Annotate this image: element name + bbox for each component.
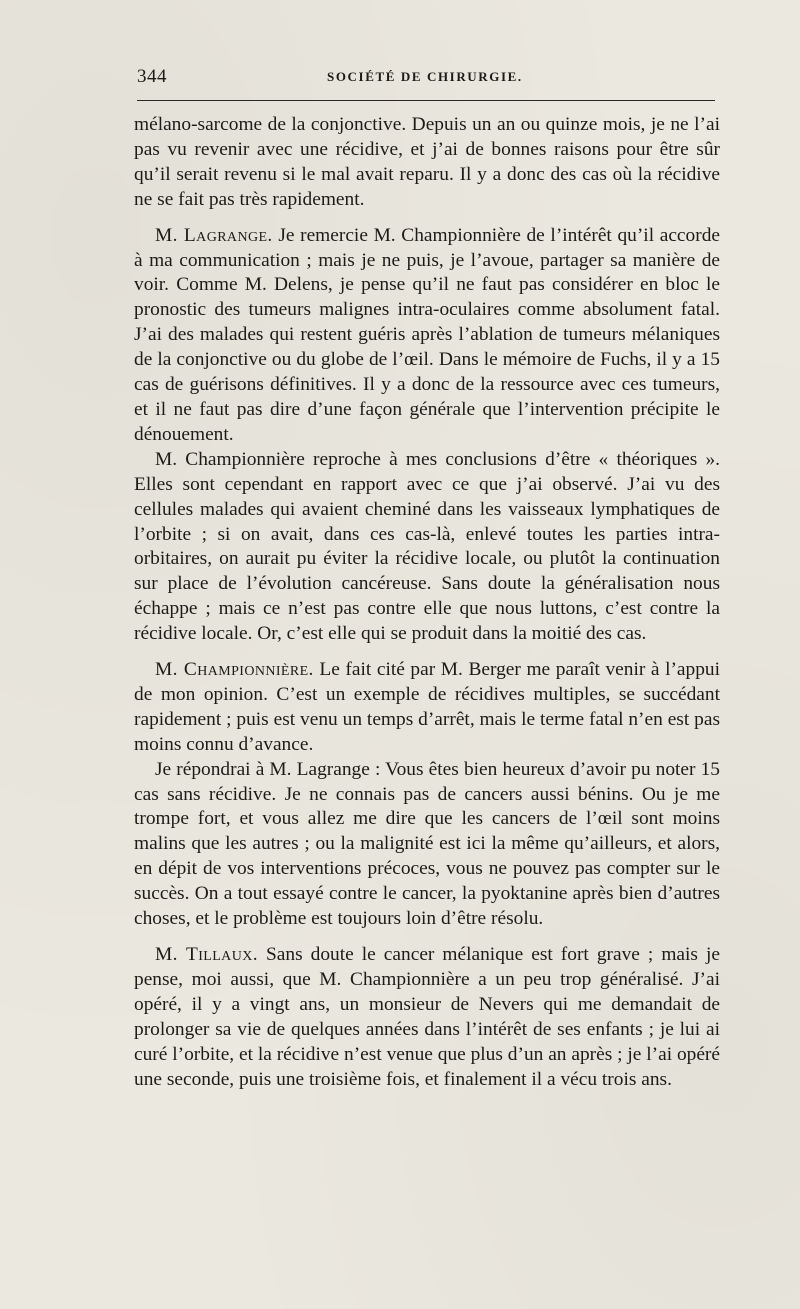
- paragraph-lagrange-reply: [134, 448, 720, 647]
- paragraph-lagrange: [134, 224, 720, 448]
- speaker-name: M. Tillaux.: [155, 944, 258, 965]
- paragraph-text: M. Championnière reproche à mes conclusions d’être « théoriques ». Elles sont cependant en rapport avec ce que j’ai observé. J’ai vu des cellules malades qui avaient cheminé dans les vaisseaux lymphatiques de l’orbite ; si on avait, dans ces cas-là, enlevé toutes les parties intra-orbitaires, on aurait pu éviter la récidive locale, ou plutôt la continuation sur place de l’évolution cancéreuse. Sans doute la généralisation nous échappe ; mais ce n’est pas contre elle que nous luttons, c’est contre la récidive locale. Or, c’est elle qui se produit dans la moitié des cas.: [134, 448, 720, 645]
- speaker-name: M. Championnière.: [155, 659, 314, 681]
- paragraph-text: Je répondrai à M. Lagrange : Vous êtes bien heureux d’avoir pu noter 15 cas sans récidive. Je ne connais pas de cancers aussi bénins. Ou je me trompe fort, et vous allez me dire que les cancers de l’œil sont moins malins que les autres ; ou la malignité est ici la même qu’ailleurs, et alors, en dépit de vos interventions précoces, vous ne pouvez pas compter sur le succès. On a tout essayé contre le cancer, la pyoktanine après bien d’autres choses, et le problème est toujours loin d’être résolu.: [134, 758, 720, 930]
- page-number: 344: [137, 66, 167, 87]
- paragraph-tillaux: [134, 943, 720, 1092]
- paragraph-text: Sans doute le cancer mélanique est fort grave ; mais je pense, moi aussi, que M. Championnière a un peu trop généralisé. J’ai opéré, il y a vingt ans, un monsieur de Nevers qui me demandait de prolonger sa vie de quelques années dans l’intérêt de ses enfants ; je lui ai curé l’orbite, et la récidive n’est venue que plus d’un an après ; je l’ai opéré une seconde, puis une troisième fois, et finalement il a vécu trois ans.: [134, 944, 720, 1090]
- body-text: [134, 113, 720, 1092]
- header-rule: [137, 100, 715, 101]
- running-title: SOCIÉTÉ DE CHIRURGIE.: [327, 69, 523, 84]
- paragraph-text: mélano-sarcome de la conjonctive. Depuis un an ou quinze mois, je ne l’ai pas vu revenir avec une récidive, et j’ai de bonnes raisons pour être sûr qu’il serait revenu si le mal avait reparu. Il y a donc des cas où la récidive ne se fait pas très rapidement.: [134, 114, 720, 210]
- paragraph-championniere: [134, 658, 720, 758]
- paragraph-continuation: [134, 113, 720, 213]
- speaker-name: M. Lagrange.: [155, 224, 273, 246]
- paragraph-text: Je remercie M. Championnière de l’intérêt qu’il accorde à ma communication ; mais je ne puis, je l’avoue, partager sa manière de voir. Comme M. Delens, je pense qu’il ne faut pas considérer en bloc le pronostic des tumeurs malignes intra-oculaires comme absolument fatal. J’ai des malades qui restent guéris après l’ablation de tumeurs mélaniques de la conjonctive ou du globe de l’œil. Dans le mémoire de Fuchs, il y a 15 cas de guérisons définitives. Il y a donc de la ressource avec ces tumeurs, et il ne faut pas dire d’une façon générale que l’intervention précipite le dénouement.: [134, 224, 720, 445]
- paragraph-championniere-reply: [134, 758, 720, 932]
- paragraph-text: Le fait cité par M. Berger me paraît venir à l’appui de mon opinion. C’est un exemple de récidives multiples, se succédant rapidement ; puis est venu un temps d’arrêt, mais le terme fatal n’en est pas moins connu d’avance.: [134, 659, 720, 755]
- page-header: [137, 66, 715, 96]
